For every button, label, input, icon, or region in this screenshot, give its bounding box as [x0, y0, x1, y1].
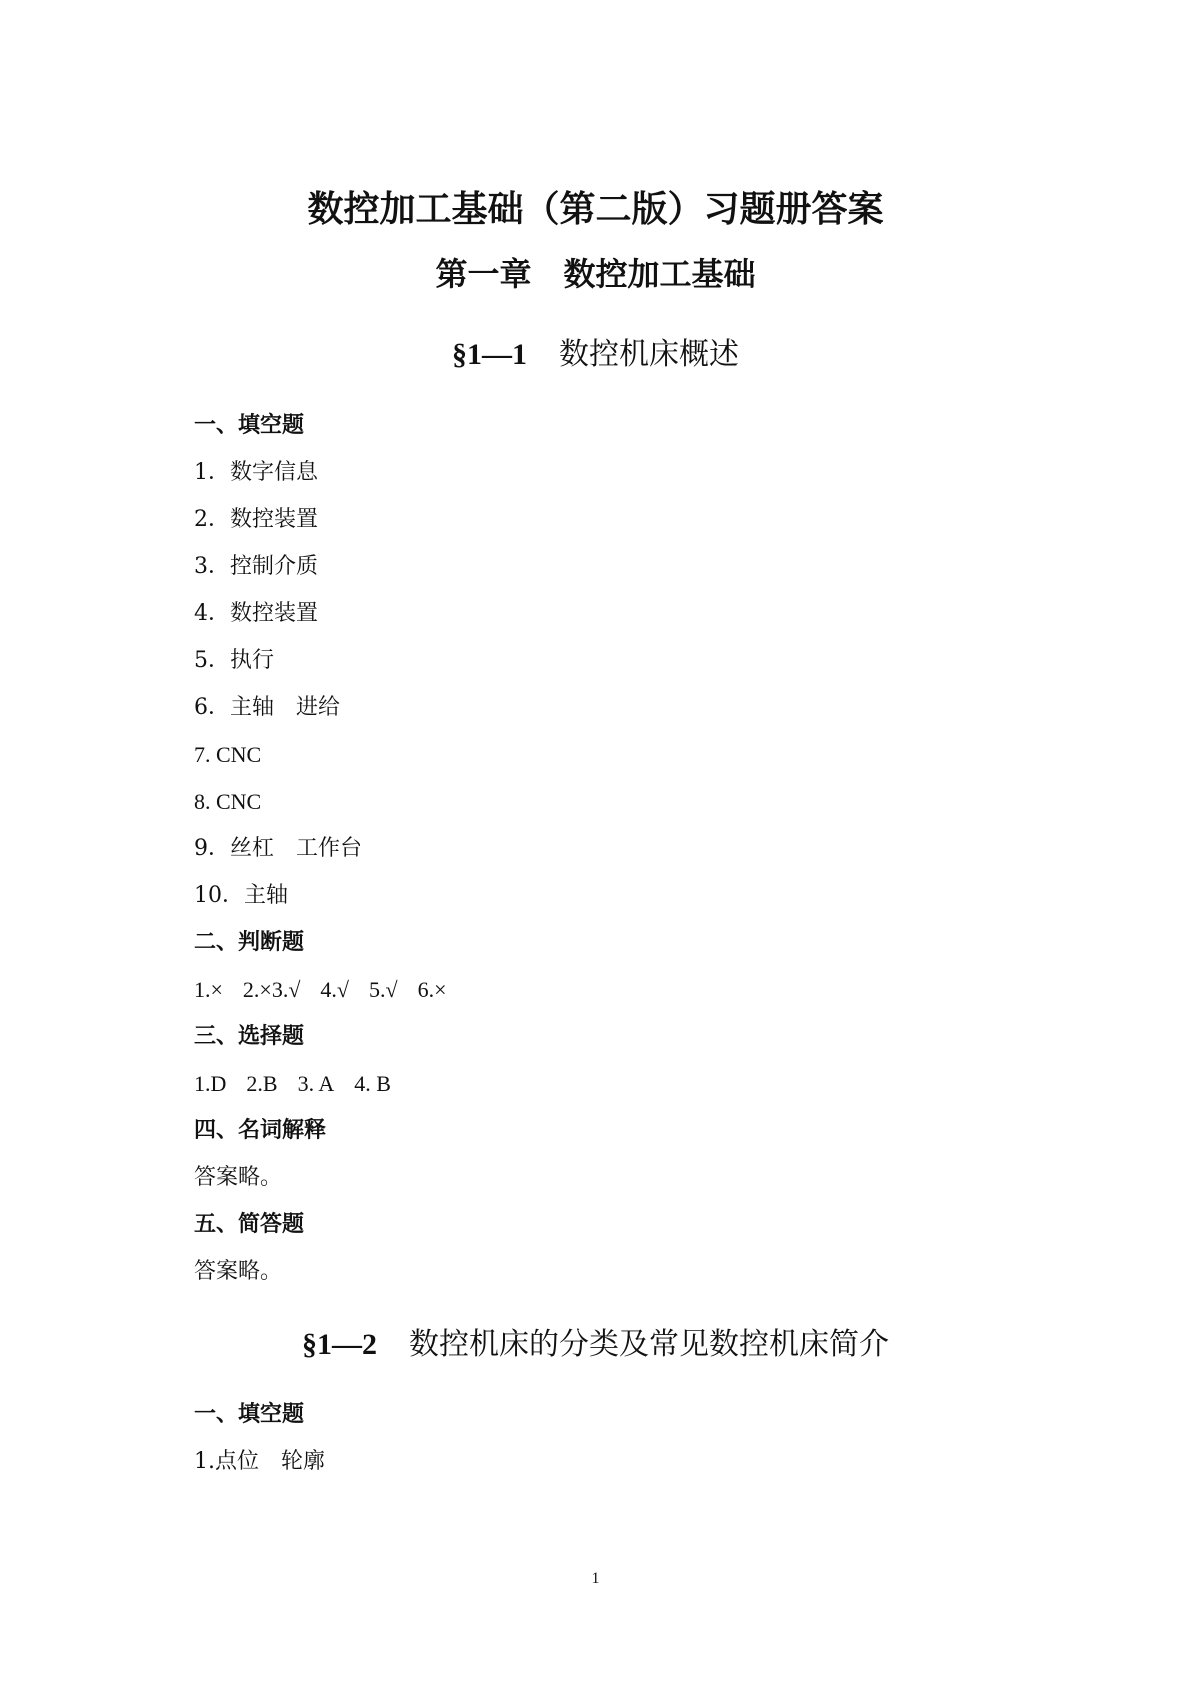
heading-fill-blank: 一、填空题 [194, 1402, 305, 1427]
answer-text: 7. CNC [194, 742, 262, 767]
answer-line [194, 787, 261, 818]
answer-line: 5．执行 [194, 648, 274, 673]
answer-line [194, 740, 261, 771]
answer-line: 9．丝杠 工作台 [194, 836, 362, 861]
heading-choice: 三、选择题 [194, 1024, 305, 1049]
answer-line: 答案略。 [194, 1165, 283, 1190]
section-name: 数控机床概述 [559, 337, 739, 372]
answer-item: 3. A [297, 1071, 335, 1096]
answer-line: 4．数控装置 [194, 601, 318, 626]
section-number: §1—1 [452, 338, 527, 371]
section-heading-1-2 [0, 1326, 1191, 1364]
answer-text: 8. CNC [194, 789, 262, 814]
heading-fill-blank: 一、填空题 [194, 413, 305, 438]
answer-item: 6.× [417, 977, 447, 1002]
section-number: §1—2 [302, 1328, 377, 1361]
heading-term-explanation: 四、名词解释 [194, 1118, 327, 1143]
answer-item: 4.√ [320, 977, 349, 1002]
answer-item: 4. B [354, 1071, 391, 1096]
answer-item: 2.B [246, 1071, 278, 1096]
section-name: 数控机床的分类及常见数控机床简介 [409, 1327, 889, 1362]
answer-item: 2.×3.√ [242, 977, 301, 1002]
answer-line: 1.点位 轮廓 [194, 1449, 325, 1474]
answer-item: 1.× [194, 977, 223, 1002]
chapter-title: 第一章 数控加工基础 [435, 255, 756, 293]
true-false-answers [194, 975, 446, 1006]
answer-line: 3．控制介质 [194, 554, 318, 579]
answer-line: 2．数控装置 [194, 507, 318, 532]
answer-line: 6．主轴 进给 [194, 695, 340, 720]
answer-line: 答案略。 [194, 1259, 283, 1284]
choice-answers [194, 1069, 391, 1100]
heading-true-false: 二、判断题 [194, 930, 305, 955]
answer-line: 1．数字信息 [194, 460, 318, 485]
heading-short-answer: 五、简答题 [194, 1212, 305, 1237]
answer-item: 5.√ [368, 977, 398, 1002]
answer-line: 10．主轴 [194, 883, 288, 908]
answer-item: 1.D [194, 1071, 227, 1096]
document-title: 数控加工基础（第二版）习题册答案 [307, 189, 884, 230]
section-heading-1-1 [0, 336, 1191, 374]
page-number: 1 [591, 1570, 600, 1587]
